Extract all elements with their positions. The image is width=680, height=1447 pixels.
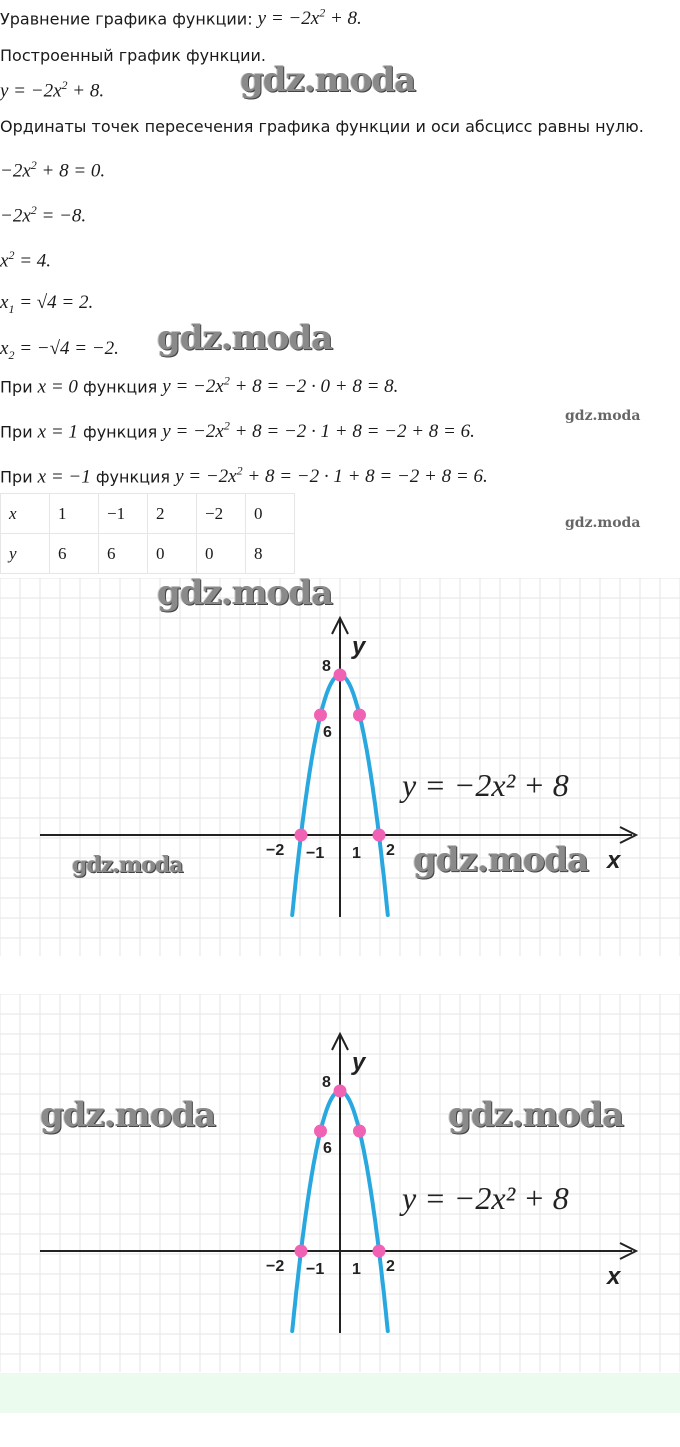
data-point	[295, 1245, 308, 1258]
equation-step-1: $-2x^2 + 8 = 0$.	[0, 158, 106, 182]
watermark: gdz.moda	[40, 1095, 216, 1135]
equation-step-5: $x_2 = -√4 = -2$.	[0, 338, 119, 362]
watermark: gdz.moda	[448, 1095, 624, 1135]
table-cell: −2	[197, 494, 246, 534]
data-point	[334, 669, 347, 682]
table-cell: x	[1, 494, 50, 534]
table-row-y	[1, 534, 295, 574]
watermark: gdz.moda	[157, 573, 333, 613]
value-at-neg1: При x = −1 функция $y = -2x^2 + 8 = -2 \cdot 1 + 8 = -2 + 8 = 6$.	[0, 464, 488, 488]
watermark: gdz.moda	[565, 515, 641, 531]
tick-label: −2	[266, 1258, 285, 1275]
table-cell: 0	[246, 494, 295, 534]
x-axis-label: x	[607, 1263, 621, 1290]
equation-step-4: $x_1 = √4 = 2$.	[0, 292, 94, 316]
equation-math: $y = -2x^2 + 8$.	[257, 6, 362, 30]
table-cell: 6	[99, 534, 148, 574]
function-line: $y = -2x^2 + 8$.	[0, 78, 105, 102]
y-axis-label: y	[352, 1049, 366, 1076]
table-cell: 1	[50, 494, 99, 534]
parabola-graph-1	[0, 578, 680, 956]
table-cell: 8	[246, 534, 295, 574]
table-cell: 0	[197, 534, 246, 574]
tick-label: −1	[306, 1261, 325, 1278]
tick-label: 1	[352, 845, 361, 862]
value-at-1: При x = 1 функция $y = -2x^2 + 8 = -2 \cdot 1 + 8 = -2 + 8 = 6$.	[0, 419, 475, 443]
tick-label: 8	[322, 1074, 331, 1091]
tick-label: 1	[352, 1261, 361, 1278]
table-cell: y	[1, 534, 50, 574]
tick-label: 8	[322, 658, 331, 675]
table-cell: 0	[148, 534, 197, 574]
data-point	[353, 709, 366, 722]
data-point	[373, 1245, 386, 1258]
watermark: gdz.moda	[565, 408, 641, 424]
tick-label: −2	[266, 842, 285, 859]
built-graph-text: Построенный график функции.	[0, 46, 267, 65]
value-at-0: При x = 0 функция $y = -2x^2 + 8 = -2 \cdot 0 + 8 = 8$.	[0, 374, 399, 398]
watermark: gdz.moda	[240, 60, 416, 100]
ordinates-text: Ординаты точек пересечения графика функции и оси абсцисс равны нулю.	[0, 117, 644, 136]
equation-line	[0, 6, 362, 30]
watermark: gdz.moda	[72, 852, 183, 878]
tick-label: −1	[306, 845, 325, 862]
tick-label: 6	[323, 1140, 332, 1157]
equation-prefix: Уравнение графика функции:	[0, 9, 258, 29]
tick-label: 2	[386, 842, 395, 859]
data-point	[295, 829, 308, 842]
tick-label: 2	[386, 1258, 395, 1275]
watermark: gdz.moda	[413, 840, 589, 880]
data-point	[314, 709, 327, 722]
table-row-x	[1, 494, 295, 534]
table-cell: −1	[99, 494, 148, 534]
equation-step-3: $x^2 = 4$.	[0, 248, 52, 272]
parabola-graph-2	[0, 994, 680, 1372]
data-point	[353, 1125, 366, 1138]
equation-step-2: $-2x^2 = -8$.	[0, 203, 87, 227]
function-label: y = −2x² + 8	[402, 1180, 569, 1216]
watermark: gdz.moda	[157, 318, 333, 358]
table-cell: 6	[50, 534, 99, 574]
function-label: y = −2x² + 8	[402, 767, 569, 803]
data-point	[314, 1125, 327, 1138]
x-axis-label: x	[607, 847, 621, 874]
table-cell: 2	[148, 494, 197, 534]
data-point	[334, 1085, 347, 1098]
data-point	[373, 829, 386, 842]
values-table	[0, 493, 295, 574]
y-axis-label: y	[352, 633, 366, 660]
tick-label: 6	[323, 724, 332, 741]
bottom-banner	[0, 1373, 680, 1413]
